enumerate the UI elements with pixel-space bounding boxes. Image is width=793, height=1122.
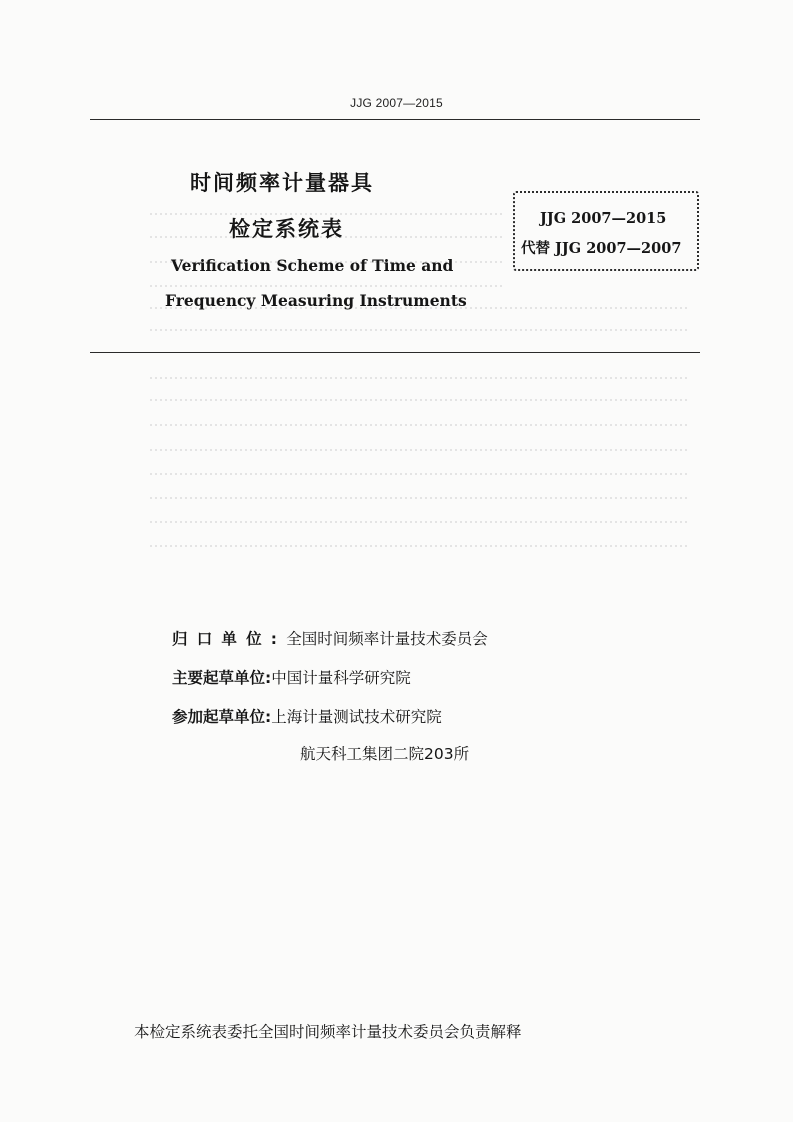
standard-code: JJG 2007—2015 <box>540 210 667 227</box>
standard-code-box <box>513 191 699 271</box>
interpretation-note: 本检定系统表委托全国时间频率计量技术委员会负责解释 <box>134 1023 522 1041</box>
responsible-unit-value: 全国时间频率计量技术委员会 <box>286 630 488 648</box>
participating-unit-value: 上海计量测试技术研究院 <box>271 708 442 726</box>
running-head: JJG 2007—2015 <box>350 96 443 110</box>
participating-unit-label: 参加起草单位: <box>172 708 272 726</box>
main-drafting-unit-label: 主要起草单位: <box>172 669 272 687</box>
responsible-unit-label: 归口单位: <box>172 630 287 648</box>
responsible-unit-row <box>172 627 488 649</box>
title-english-line-1: Verification Scheme of Time and <box>171 256 454 275</box>
header-rule <box>90 119 700 120</box>
title-chinese-line-1: 时间频率计量器具 <box>190 171 374 195</box>
title-chinese-line-2: 检定系统表 <box>229 217 344 241</box>
section-rule <box>90 352 700 353</box>
main-drafting-unit-value: 中国计量科学研究院 <box>271 669 411 687</box>
title-english-line-2: Frequency Measuring Instruments <box>165 291 467 310</box>
participating-unit-value-2: 航天科工集团二院203所 <box>300 745 470 763</box>
main-drafting-unit-row <box>172 666 411 688</box>
participating-unit-row-2 <box>300 742 469 764</box>
participating-unit-row <box>172 705 442 727</box>
replaced-standard: 代替 JJG 2007—2007 <box>521 240 682 257</box>
